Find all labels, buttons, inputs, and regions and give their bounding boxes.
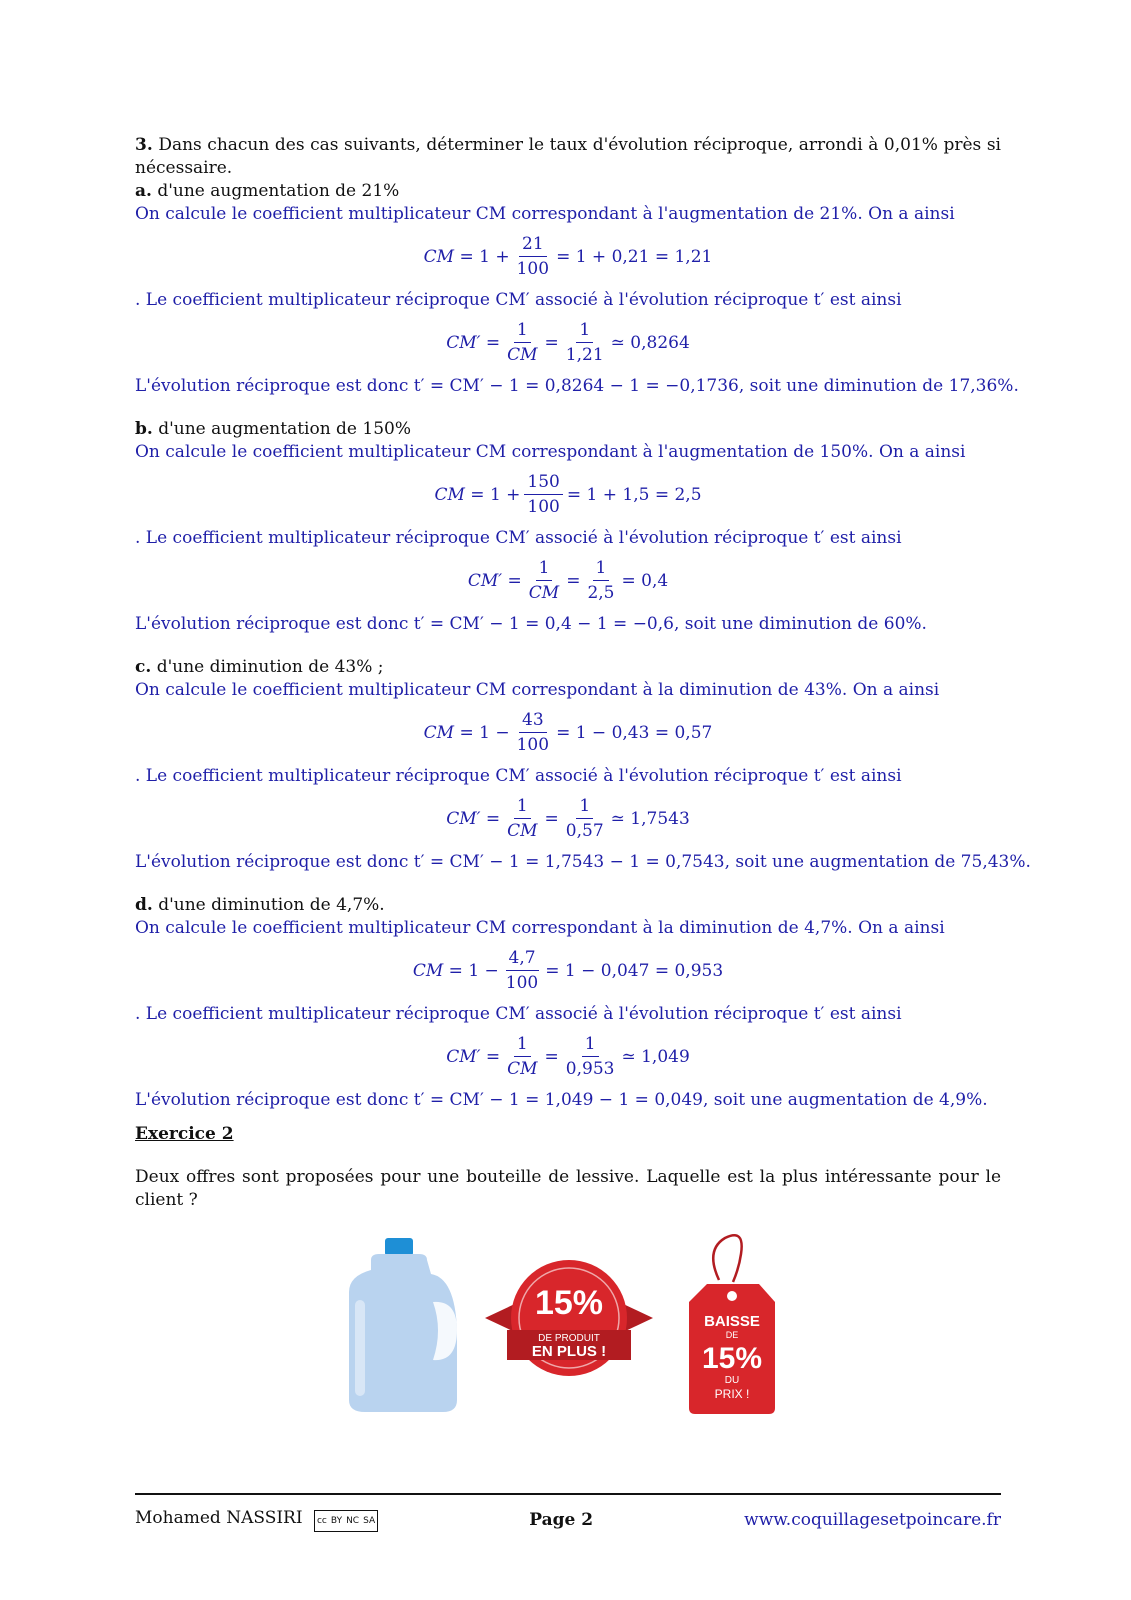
cases-container [135,180,1031,1112]
case-label: d'une augmentation de 21% [157,181,400,201]
badge1-big: 15% [534,1284,604,1322]
badge2-big: 15% [701,1342,763,1375]
author-name: Mohamed NASSIRI [135,1508,303,1528]
question-number: 3. [135,135,153,155]
case-block [135,418,1001,636]
case-heading [135,656,1001,679]
creative-commons-icon: cc BY NC SA [314,1510,378,1532]
case-block [135,656,1031,874]
case-label: d'une diminution de 43% ; [156,657,384,677]
case-conclusion: L'évolution réciproque est donc t′ = CM′ − 1 = 1,049 − 1 = 0,049, soit une augmentation de 4,9%. [135,1090,988,1110]
case-letter: b. [135,419,153,439]
case-intro: On calcule le coefficient multiplicateur CM correspondant à l'augmentation de 21%. On a ainsi [135,204,955,224]
exercise-statement: Deux offres sont proposées pour une bouteille de lessive. Laquelle est la plus intéressante pour le client ? [135,1167,1001,1210]
reciprocal-fraction-2: $\frac{1}{0,953}$ [565,1034,615,1079]
badge2-line4: PRIX ! [714,1387,750,1401]
case-intro: On calcule le coefficient multiplicateur CM correspondant à l'augmentation de 150%. On a ainsi [135,442,966,462]
website-link[interactable]: www.coquillagesetpoincare.fr [744,1510,1001,1530]
case-block [135,180,1019,398]
exercise-title: Exercice 2 [135,1124,234,1144]
offers-illustration [135,1230,1001,1420]
case-conclusion: L'évolution réciproque est donc t′ = CM′ − 1 = 1,7543 − 1 = 0,7543, soit une augmentation de 75,43%. [135,852,1031,872]
reciprocal-intro: . Le coefficient multiplicateur réciproque CM′ associé à l'évolution réciproque t′ est ainsi [135,528,902,548]
reciprocal-fraction-2: $\frac{1}{0,57}$ [565,796,604,841]
reciprocal-equation: CM′ = $\frac{1}{CM}$ = $\frac{1}{2,5}$ = 0,4 [467,558,669,603]
case-heading [135,180,1001,203]
reciprocal-fraction-1: $\frac{1}{CM}$ [528,558,560,603]
cm-fraction: $\frac{4,7}{100}$ [505,948,539,993]
reciprocal-intro: . Le coefficient multiplicateur réciproque CM′ associé à l'évolution réciproque t′ est ainsi [135,1004,902,1024]
bonus-product-badge [485,1260,653,1376]
reciprocal-fraction-1: $\frac{1}{CM}$ [507,320,538,365]
reciprocal-equation: CM′ = $\frac{1}{CM}$ = $\frac{1}{0,953}$ ≃ 1,049 [446,1034,690,1079]
question-statement [135,134,1001,180]
case-block [135,894,1001,1112]
detergent-bottle-icon [349,1238,457,1412]
case-heading [135,418,1001,441]
case-letter: a. [135,181,152,201]
cm-fraction: $\frac{21}{100}$ [516,234,550,279]
offers-graphic [135,1230,1001,1420]
footer-divider [135,1493,1001,1495]
cm-equation: CM = 1 + $\frac{21}{100}$ = 1 + 0,21 = 1,21 [423,234,713,279]
reciprocal-equation: CM′ = $\frac{1}{CM}$ = $\frac{1}{0,57}$ ≃ 1,7543 [446,796,690,841]
reciprocal-fraction-1: $\frac{1}{CM}$ [507,796,538,841]
case-conclusion: L'évolution réciproque est donc t′ = CM′ − 1 = 0,8264 − 1 = −0,1736, soit une diminution de 17,36%. [135,376,1019,396]
reciprocal-equation: CM′ = $\frac{1}{CM}$ = $\frac{1}{1,21}$ ≃ 0,8264 [446,320,690,365]
reciprocal-fraction-1: $\frac{1}{CM}$ [507,1034,538,1079]
cm-equation: CM = 1 − $\frac{43}{100}$ = 1 − 0,43 = 0,57 [423,710,713,755]
badge2-line2: DE [725,1330,739,1340]
cm-equation: CM = 1 + $\frac{150}{100}$ = 1 + 1,5 = 2,5 [434,472,702,517]
case-letter: c. [135,657,152,677]
page-footer [135,1508,1001,1532]
reciprocal-fraction-2: $\frac{1}{1,21}$ [565,320,604,365]
case-label: d'une augmentation de 150% [158,419,412,439]
case-letter: d. [135,895,153,915]
document-page [135,134,1031,1420]
badge2-line1: BAISSE [704,1313,760,1330]
footer-left [135,1508,378,1532]
reciprocal-intro: . Le coefficient multiplicateur réciproque CM′ associé à l'évolution réciproque t′ est ainsi [135,290,902,310]
case-conclusion: L'évolution réciproque est donc t′ = CM′ − 1 = 0,4 − 1 = −0,6, soit une diminution de 60%. [135,614,927,634]
price-drop-tag [689,1235,775,1414]
case-heading [135,894,1001,917]
question-text: Dans chacun des cas suivants, déterminer le taux d'évolution réciproque, arrondi à 0,01% près si nécessaire. [135,135,1001,178]
badge2-line3: DU [724,1375,740,1386]
page-number: Page 2 [529,1510,594,1530]
cm-fraction: $\frac{43}{100}$ [516,710,550,755]
badge1-line2: EN PLUS ! [531,1343,607,1360]
case-label: d'une diminution de 4,7%. [158,895,385,915]
badge1-line1: DE PRODUIT [538,1333,600,1344]
reciprocal-intro: . Le coefficient multiplicateur réciproque CM′ associé à l'évolution réciproque t′ est ainsi [135,766,902,786]
reciprocal-fraction-2: $\frac{1}{2,5}$ [587,558,615,603]
case-intro: On calcule le coefficient multiplicateur CM correspondant à la diminution de 43%. On a ainsi [135,680,940,700]
case-intro: On calcule le coefficient multiplicateur CM correspondant à la diminution de 4,7%. On a ainsi [135,918,945,938]
cm-equation: CM = 1 − $\frac{4,7}{100}$ = 1 − 0,047 = 0,953 [412,948,724,993]
cm-fraction: $\frac{150}{100}$ [524,472,562,517]
